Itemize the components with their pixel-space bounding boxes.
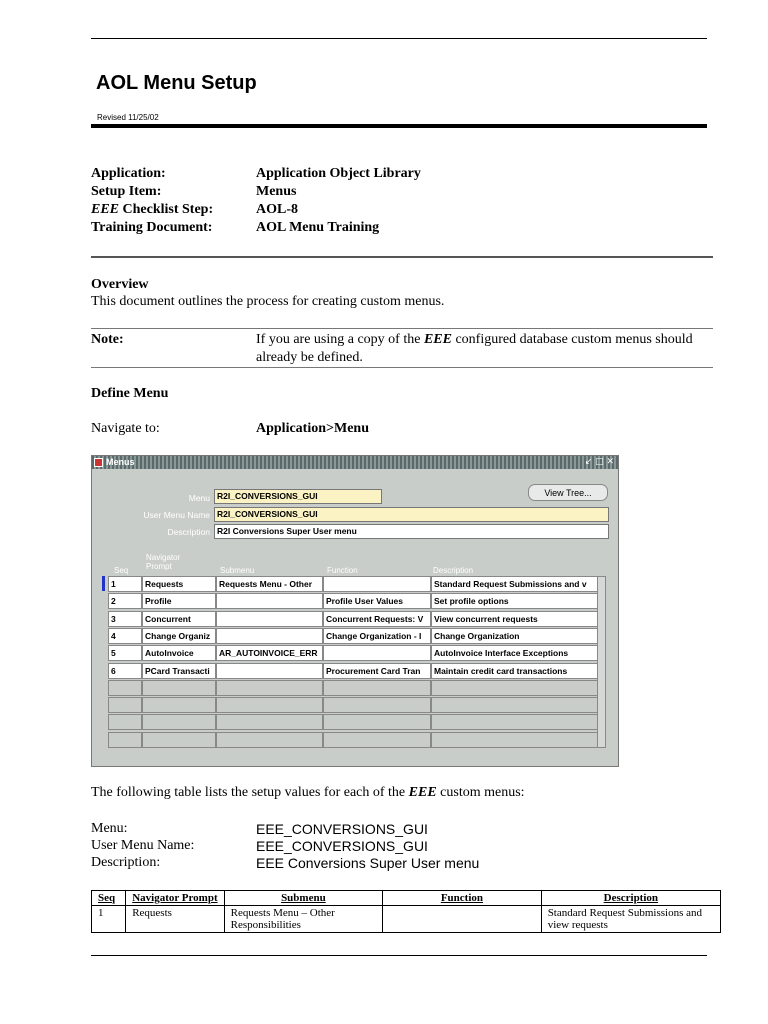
- note-text: If you are using a copy of the EEE configured database custom menus should already be defined.: [256, 332, 693, 365]
- menu-field[interactable]: R2I_CONVERSIONS_GUI: [214, 489, 382, 504]
- menus-window: [91, 455, 619, 767]
- grid-cell-prompt[interactable]: PCard Transacti: [142, 663, 216, 679]
- grid-cell-function[interactable]: Change Organization - I: [323, 628, 431, 644]
- grid-cell-description[interactable]: Set profile options: [431, 593, 598, 609]
- col-function-header: Function: [327, 566, 358, 575]
- grid-cell-prompt[interactable]: Concurrent: [142, 611, 216, 627]
- grid-cell-description[interactable]: Change Organization: [431, 628, 598, 644]
- grid-cell-prompt[interactable]: Profile: [142, 593, 216, 609]
- navigate-label: Navigate to:: [91, 421, 160, 436]
- grid-cell-seq[interactable]: [108, 680, 142, 696]
- note-top-rule: [91, 328, 713, 329]
- grid-cell-prompt[interactable]: [142, 714, 216, 730]
- view-tree-button[interactable]: View Tree...: [528, 484, 608, 501]
- grid-cell-description[interactable]: Standard Request Submissions and v: [431, 576, 598, 592]
- setup-values-table: [91, 890, 721, 933]
- user-menu-name-label: User Menu Name: [143, 510, 210, 520]
- grid-cell-description[interactable]: [431, 714, 598, 730]
- grid-cell-prompt[interactable]: [142, 680, 216, 696]
- grid-cell-prompt[interactable]: Change Organiz: [142, 628, 216, 644]
- note-label: Note:: [91, 332, 124, 347]
- grid-cell-function[interactable]: [323, 680, 431, 696]
- th-function: Function: [383, 891, 542, 906]
- grid-cell-submenu[interactable]: [216, 697, 323, 713]
- col-seq-header: Seq: [114, 566, 129, 575]
- col-submenu-header: Submenu: [220, 566, 255, 575]
- grid-cell-function[interactable]: [323, 576, 431, 592]
- th-submenu: Submenu: [224, 891, 383, 906]
- grid-cell-function[interactable]: Concurrent Requests: V: [323, 611, 431, 627]
- grid-cell-description[interactable]: [431, 697, 598, 713]
- col-prompt-header: Navigator Prompt: [146, 553, 181, 571]
- current-record-indicator: [102, 576, 105, 591]
- grid-scrollbar[interactable]: [597, 576, 606, 748]
- grid-cell-function[interactable]: [323, 732, 431, 748]
- user-menu-name-value: EEE_CONVERSIONS_GUI: [256, 838, 428, 854]
- cell-seq: 1: [92, 906, 126, 933]
- note-bottom-rule: [91, 367, 713, 368]
- th-navigator-prompt: Navigator Prompt: [126, 891, 224, 906]
- grid-cell-function[interactable]: Profile User Values: [323, 593, 431, 609]
- grid-cell-description[interactable]: [431, 732, 598, 748]
- window-controls-icon[interactable]: ↙ □ ✕: [584, 457, 614, 467]
- th-seq: Seq: [92, 891, 126, 906]
- grid-cell-prompt[interactable]: Requests: [142, 576, 216, 592]
- grid-cell-submenu[interactable]: [216, 714, 323, 730]
- grid-cell-seq[interactable]: [108, 714, 142, 730]
- overview-text: This document outlines the process for creating custom menus.: [91, 294, 445, 309]
- grid-cell-submenu[interactable]: [216, 680, 323, 696]
- grid-cell-seq[interactable]: 3: [108, 611, 142, 627]
- window-title: Menus: [106, 457, 135, 467]
- following-text: The following table lists the setup values for each of the EEE custom menus:: [91, 785, 525, 800]
- grid-cell-submenu[interactable]: [216, 732, 323, 748]
- description-value: EEE Conversions Super User menu: [256, 855, 480, 871]
- menu-value: EEE_CONVERSIONS_GUI: [256, 821, 428, 837]
- grid-cell-description[interactable]: Maintain credit card transactions: [431, 663, 598, 679]
- bottom-rule: [91, 955, 707, 956]
- oracle-app-icon: [94, 458, 103, 467]
- navigate-path: Application>Menu: [256, 421, 369, 436]
- grid-cell-seq[interactable]: [108, 732, 142, 748]
- grid-cell-seq[interactable]: 4: [108, 628, 142, 644]
- grid-cell-submenu[interactable]: AR_AUTOINVOICE_ERR: [216, 645, 323, 661]
- window-titlebar[interactable]: [92, 456, 618, 469]
- user-menu-name-key: User Menu Name:: [91, 838, 195, 853]
- overview-heading: Overview: [91, 277, 149, 292]
- grid-cell-seq[interactable]: 2: [108, 593, 142, 609]
- grid-cell-prompt[interactable]: [142, 732, 216, 748]
- revised-date: Revised 11/25/02: [97, 113, 159, 122]
- grid-cell-description[interactable]: AutoInvoice Interface Exceptions: [431, 645, 598, 661]
- grid-cell-seq[interactable]: 6: [108, 663, 142, 679]
- description-key: Description:: [91, 855, 161, 870]
- page-title: AOL Menu Setup: [96, 72, 257, 94]
- grid-cell-seq[interactable]: 1: [108, 576, 142, 592]
- description-label: Description: [167, 527, 210, 537]
- grid-cell-submenu[interactable]: [216, 663, 323, 679]
- cell-description: Standard Request Submissions and view requests: [541, 906, 720, 933]
- define-menu-heading: Define Menu: [91, 386, 169, 401]
- grid-cell-submenu[interactable]: [216, 628, 323, 644]
- grid-cell-function[interactable]: Procurement Card Tran: [323, 663, 431, 679]
- cell-submenu: Requests Menu – Other Responsibilities: [224, 906, 383, 933]
- grid-cell-function[interactable]: [323, 645, 431, 661]
- menu-key: Menu:: [91, 821, 128, 836]
- user-menu-name-field[interactable]: R2I_CONVERSIONS_GUI: [214, 507, 609, 522]
- grid-cell-prompt[interactable]: [142, 697, 216, 713]
- grid-cell-description[interactable]: View concurrent requests: [431, 611, 598, 627]
- grid-cell-submenu[interactable]: Requests Menu - Other: [216, 576, 323, 592]
- table-row: [92, 906, 721, 933]
- grid-cell-submenu[interactable]: [216, 593, 323, 609]
- description-field[interactable]: R2I Conversions Super User menu: [214, 524, 609, 539]
- th-description: Description: [541, 891, 720, 906]
- col-description-header: Description: [433, 566, 474, 575]
- cell-prompt: Requests: [126, 906, 224, 933]
- grid-cell-function[interactable]: [323, 697, 431, 713]
- grid-cell-prompt[interactable]: AutoInvoice: [142, 645, 216, 661]
- grid-cell-description[interactable]: [431, 680, 598, 696]
- title-rule: [91, 124, 707, 128]
- meta-rule: [91, 256, 713, 258]
- cell-function: [383, 906, 542, 933]
- top-rule: [91, 38, 707, 39]
- grid-cell-seq[interactable]: [108, 697, 142, 713]
- grid-cell-seq[interactable]: 5: [108, 645, 142, 661]
- menu-label: Menu: [188, 493, 210, 503]
- grid-cell-submenu[interactable]: [216, 611, 323, 627]
- grid-cell-function[interactable]: [323, 714, 431, 730]
